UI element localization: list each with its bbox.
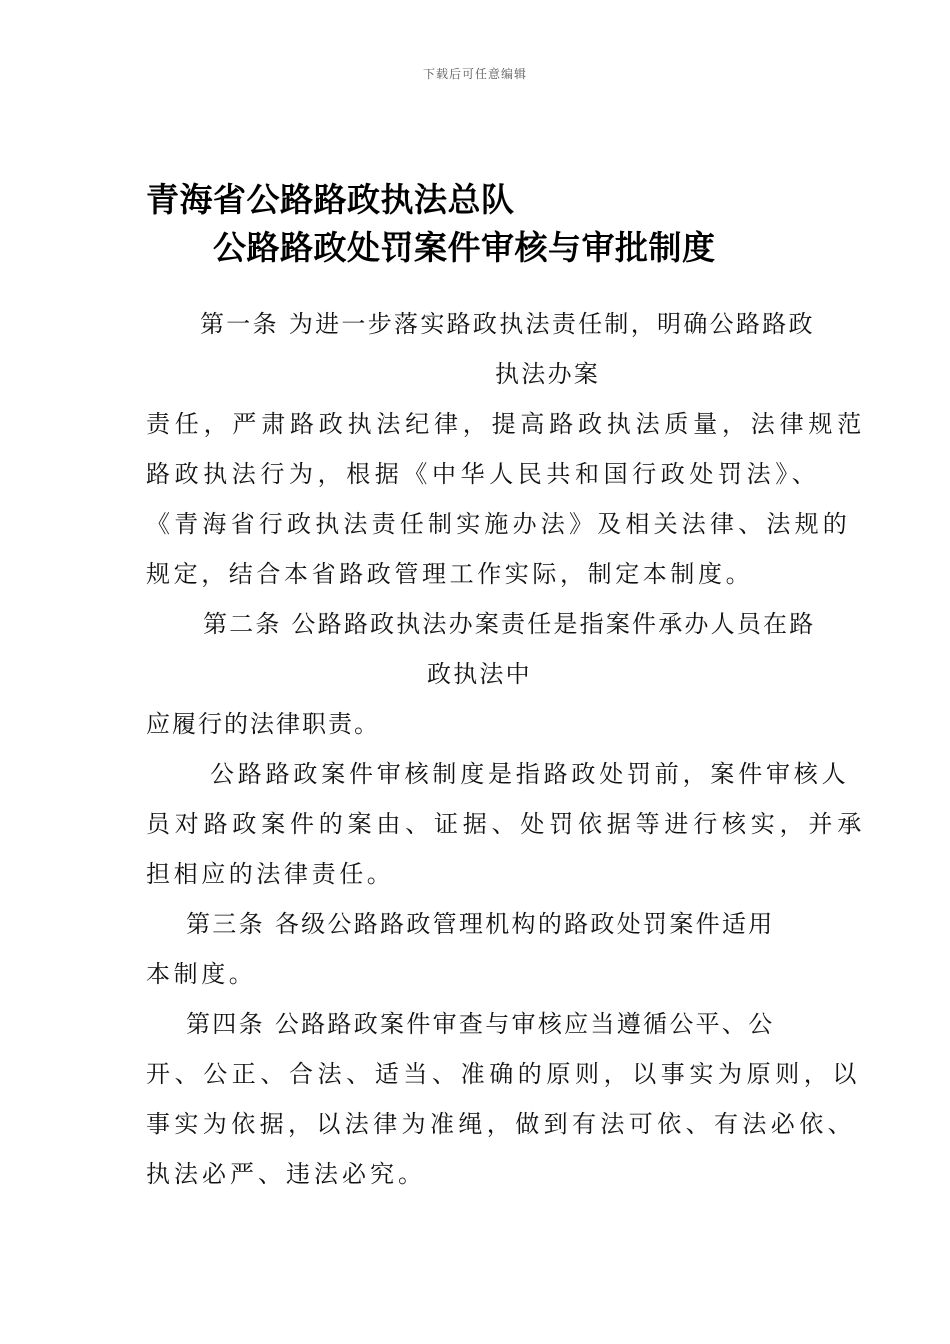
article-2-line-2: 政执法中 — [427, 660, 532, 688]
article-4-line-1: 第四条 公路路政案件审查与审核应当遵循公平、公 — [186, 1010, 775, 1038]
review-paragraph-line-3: 担相应的法律责任。 — [146, 860, 395, 888]
article-2-line-1: 第二条 公路路政执法办案责任是指案件承办人员在路 — [203, 610, 816, 638]
article-3-line-1: 第三条 各级公路路政管理机构的路政处罚案件适用 — [186, 910, 775, 938]
article-2-line-3: 应履行的法律职责。 — [146, 710, 380, 738]
document-title-line-1: 青海省公路路政执法总队 — [146, 180, 515, 219]
document-title-line-2: 公路路政处罚案件审核与审批制度 — [213, 228, 716, 267]
article-3-line-2: 本制度。 — [146, 960, 257, 988]
article-1-line-3: 责任，严肃路政执法纪律，提高路政执法质量，法律规范 — [146, 410, 866, 438]
header-note: 下载后可任意编辑 — [422, 67, 527, 81]
article-1-line-2: 执法办案 — [495, 360, 601, 388]
article-1-line-4: 路政执法行为，根据《中华人民共和国行政处罚法》、 — [146, 460, 821, 488]
review-paragraph-line-2: 员对路政案件的案由、证据、处罚依据等进行核实，并承 — [146, 810, 866, 838]
article-4-line-2: 开、公正、合法、适当、准确的原则，以事实为原则，以 — [146, 1060, 861, 1088]
article-1-line-6: 规定，结合本省路政管理工作实际，制定本制度。 — [146, 560, 754, 588]
article-1-line-5: 《青海省行政执法责任制实施办法》及相关法律、法规的 — [146, 510, 851, 538]
article-1-line-1: 第一条 为进一步落实路政执法责任制，明确公路路政 — [200, 310, 815, 338]
review-paragraph-line-1: 公路路政案件审核制度是指路政处罚前，案件审核人 — [210, 760, 850, 788]
article-4-line-3: 事实为依据，以法律为准绳，做到有法可依、有法必依、 — [146, 1110, 856, 1138]
article-4-line-4: 执法必严、违法必究。 — [146, 1160, 426, 1188]
